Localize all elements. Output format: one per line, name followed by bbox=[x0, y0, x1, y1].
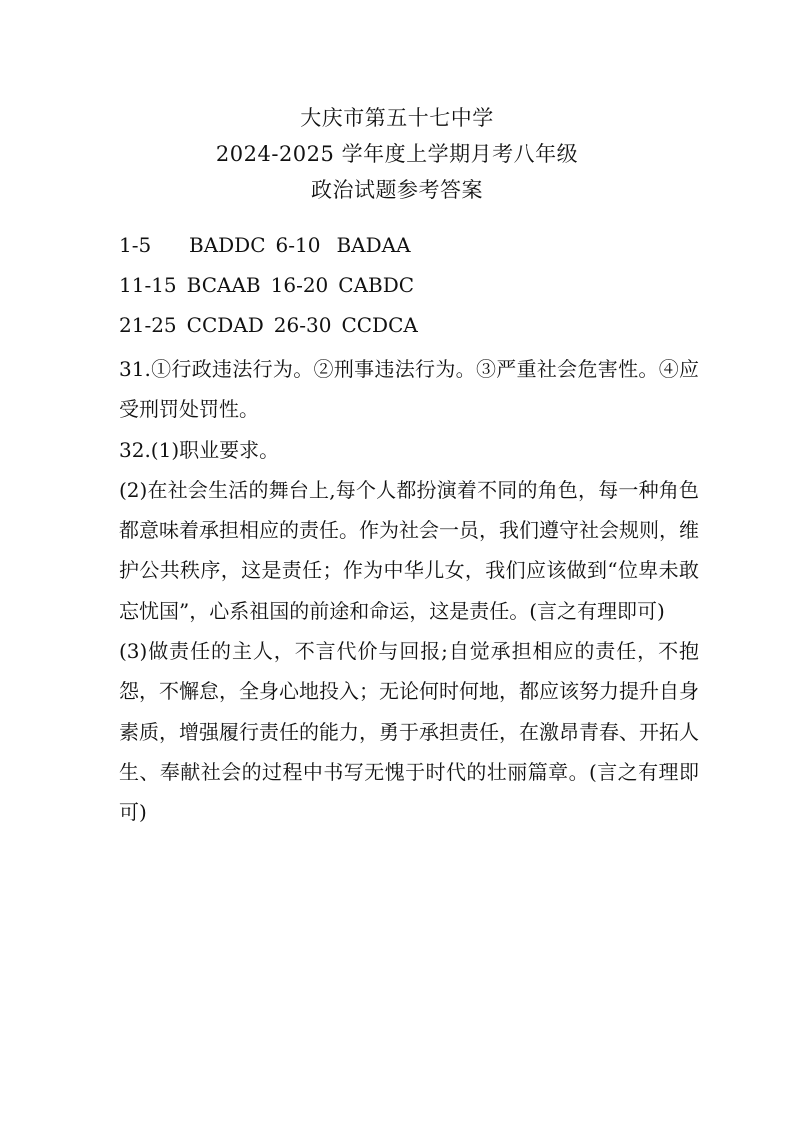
question-range: 1-5 bbox=[119, 233, 152, 257]
answer-row bbox=[119, 305, 699, 345]
q31-answer: 31.①行政违法行为。②刑事违法行为。③严重社会危害性。④应受刑罚处罚性。 bbox=[119, 357, 699, 422]
question-range: 11-15 bbox=[119, 273, 177, 297]
answer-row bbox=[119, 265, 699, 305]
document-subtitle: 政治试题参考答案 bbox=[311, 178, 483, 202]
answer-keys: CCDCA bbox=[341, 313, 418, 337]
exam-title: 2024-2025 学年度上学期月考八年级 bbox=[215, 142, 579, 166]
answer-keys: BADAA bbox=[336, 233, 411, 257]
multiple-choice-answers bbox=[119, 225, 699, 345]
question-range: 6-10 bbox=[275, 233, 321, 257]
answer-keys: BCAAB bbox=[186, 273, 261, 297]
question-range: 26-30 bbox=[273, 313, 332, 337]
school-name: 大庆市第五十七中学 bbox=[300, 106, 494, 130]
title-block bbox=[0, 100, 794, 208]
q32-part1-answer: 32.(1)职业要求。 bbox=[119, 437, 280, 462]
q32-part3-answer: (3)做责任的主人，不言代价与回报;自觉承担相应的责任，不抱怨，不懈怠，全身心地投入；无论何时何地，都应该努力提升自身素质，增强履行责任的能力，勇于承担责任，在激昂青春、开拓人生、奉献社会的过程中书写无愧于时代的壮丽篇章。(言之有理即可) bbox=[119, 639, 699, 825]
answer-keys: CCDAD bbox=[186, 313, 264, 337]
subjective-answers bbox=[119, 349, 699, 833]
answer-keys: CABDC bbox=[338, 273, 415, 297]
question-range: 16-20 bbox=[270, 273, 329, 297]
answer-row bbox=[119, 225, 699, 265]
question-range: 21-25 bbox=[119, 313, 177, 337]
q32-part2-answer: (2)在社会生活的舞台上,每个人都扮演着不同的角色，每一种角色都意味着承担相应的责任。作为社会一员，我们遵守社会规则，维护公共秩序，这是责任；作为中华儿女，我们应该做到“位卑未敢忘忧国”，心系祖国的前途和命运，这是责任。(言之有理即可) bbox=[119, 477, 699, 623]
answer-keys: BADDC bbox=[189, 233, 266, 257]
